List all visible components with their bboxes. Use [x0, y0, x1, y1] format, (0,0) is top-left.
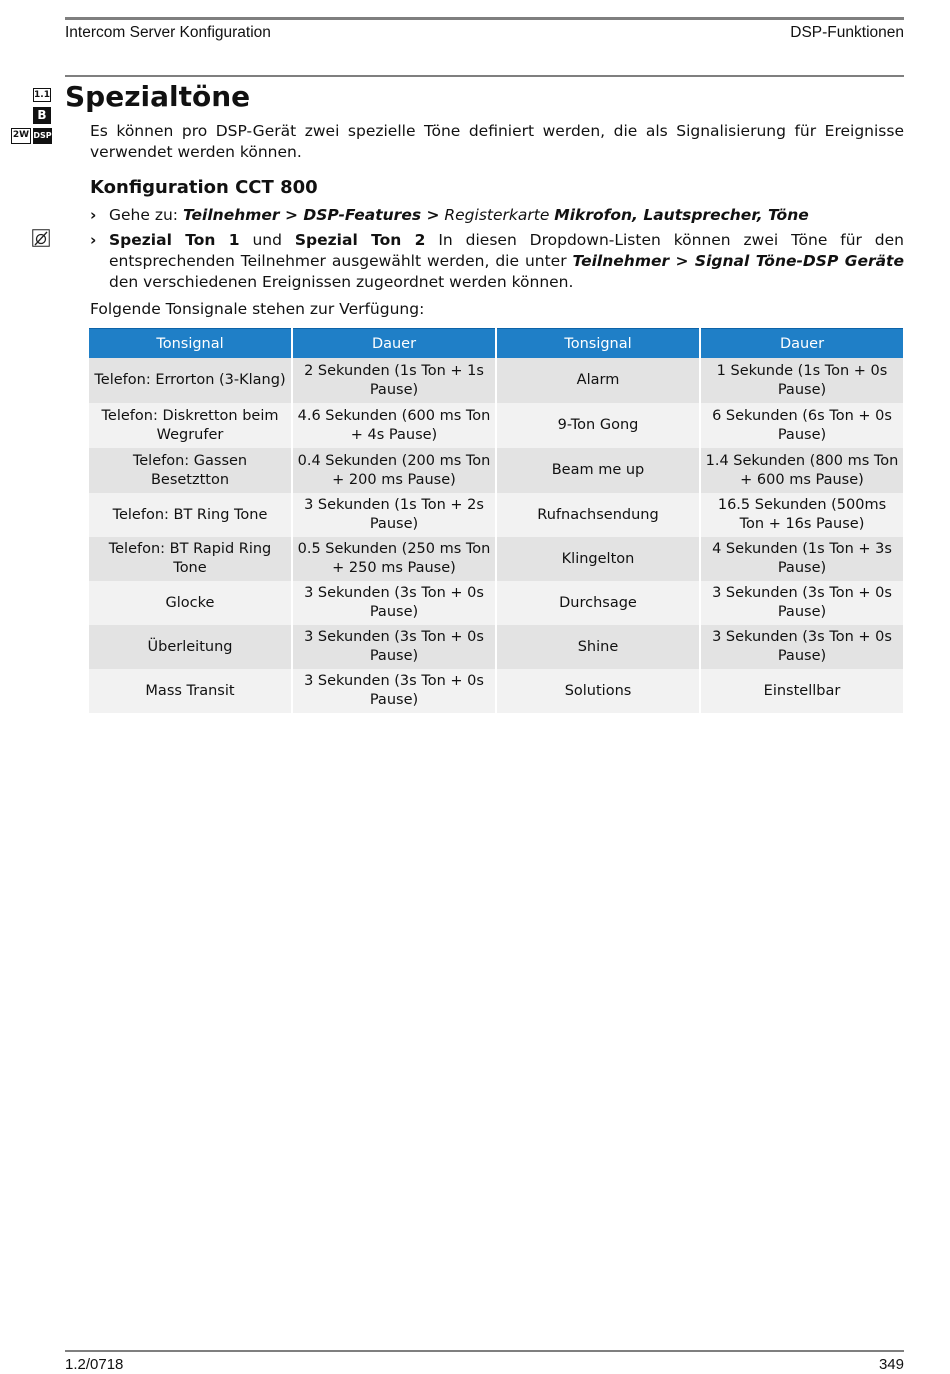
table-row: [89, 625, 903, 669]
table-cell: Mass Transit: [89, 669, 291, 713]
mode-badge: 2W: [11, 128, 31, 144]
table-row: [89, 403, 903, 448]
instruction-step-1: › Gehe zu: Teilnehmer > DSP-Features > Registerkarte Mikrofon, Lautsprecher, Töne: [90, 206, 809, 224]
table-row: [89, 581, 903, 625]
table-cell: Klingelton: [497, 537, 699, 581]
column-header: Dauer: [293, 328, 495, 358]
table-cell: 16.5 Sekunden (500ms Ton + 16s Pause): [701, 493, 903, 537]
intro-paragraph: Es können pro DSP-Gerät zwei spezielle Töne definiert werden, die als Signalisierung für Ereignisse verwendet werden können.: [90, 122, 904, 161]
column-header: Dauer: [701, 328, 903, 358]
column-header: Tonsignal: [497, 328, 699, 358]
header-left: Intercom Server Konfiguration: [65, 24, 271, 41]
table-cell: 9-Ton Gong: [497, 403, 699, 448]
table-header-row: [89, 328, 903, 358]
table-cell: 6 Sekunden (6s Ton + 0s Pause): [701, 403, 903, 448]
table-cell: 3 Sekunden (3s Ton + 0s Pause): [293, 669, 495, 713]
instruction-step-2: › Spezial Ton 1 und Spezial Ton 2 In diesen Dropdown-Listen können zwei Töne für den entsprechenden Teilnehmer ausgewählt werden, die unter Teilnehmer > Signal Töne-DSP Geräte den verschiedenen Ereignissen zugeordnet werden können.: [90, 231, 905, 291]
footer-version: 1.2/0718: [65, 1356, 124, 1373]
menu-path: Teilnehmer > DSP-Features >: [182, 206, 440, 224]
page-title: Spezialtöne: [65, 80, 251, 113]
table-row: [89, 669, 903, 713]
table-cell: Einstellbar: [701, 669, 903, 713]
version-badge: 1.1: [34, 90, 50, 100]
table-cell: Überleitung: [89, 625, 291, 669]
table-cell: 1.4 Sekunden (800 ms Ton + 600 ms Pause): [701, 448, 903, 493]
table-cell: Shine: [497, 625, 699, 669]
section-heading: Konfiguration CCT 800: [90, 177, 318, 198]
tab-name: Mikrofon, Lautsprecher, Töne: [554, 206, 809, 224]
column-header: Tonsignal: [89, 328, 291, 358]
table-cell: Telefon: BT Rapid Ring Tone: [89, 537, 291, 581]
table-cell: Alarm: [497, 358, 699, 403]
table-cell: Telefon: BT Ring Tone: [89, 493, 291, 537]
table-row: [89, 493, 903, 537]
table-row: [89, 537, 903, 581]
table-cell: 4.6 Sekunden (600 ms Ton + 4s Pause): [293, 403, 495, 448]
header-rule-bottom: [65, 75, 904, 77]
table-cell: 0.4 Sekunden (200 ms Ton + 200 ms Pause): [293, 448, 495, 493]
table-cell: 0.5 Sekunden (250 ms Ton + 250 ms Pause): [293, 537, 495, 581]
table-cell: 3 Sekunden (3s Ton + 0s Pause): [701, 581, 903, 625]
table-cell: 3 Sekunden (1s Ton + 2s Pause): [293, 493, 495, 537]
table-cell: Telefon: Gassen Besetztton: [89, 448, 291, 493]
header-right: DSP-Funktionen: [790, 24, 904, 41]
footer-rule: [65, 1350, 904, 1352]
level-badge: B: [33, 107, 51, 124]
table-cell: Solutions: [497, 669, 699, 713]
tone-table: [87, 328, 905, 713]
dsp-badge: DSP: [33, 128, 52, 144]
table-cell: 4 Sekunden (1s Ton + 3s Pause): [701, 537, 903, 581]
table-cell: Beam me up: [497, 448, 699, 493]
table-cell: Glocke: [89, 581, 291, 625]
table-cell: Durchsage: [497, 581, 699, 625]
not-applicable-icon: [32, 229, 50, 247]
table-intro: Folgende Tonsignale stehen zur Verfügung:: [90, 300, 425, 318]
table-cell: 1 Sekunde (1s Ton + 0s Pause): [701, 358, 903, 403]
table-row: [89, 448, 903, 493]
header-rule-top: [65, 17, 904, 20]
table-cell: 2 Sekunden (1s Ton + 1s Pause): [293, 358, 495, 403]
table-row: [89, 358, 903, 403]
table-cell: Telefon: Diskretton beim Wegrufer: [89, 403, 291, 448]
chevron-right-icon: ›: [90, 206, 97, 224]
table-cell: Rufnachsendung: [497, 493, 699, 537]
table-cell: 3 Sekunden (3s Ton + 0s Pause): [701, 625, 903, 669]
table-cell: Telefon: Errorton (3-Klang): [89, 358, 291, 403]
chevron-right-icon: ›: [90, 231, 97, 249]
table-cell: 3 Sekunden (3s Ton + 0s Pause): [293, 581, 495, 625]
page-number: 349: [878, 1356, 904, 1373]
table-cell: 3 Sekunden (3s Ton + 0s Pause): [293, 625, 495, 669]
menu-path: Teilnehmer > Signal Töne-DSP Geräte: [572, 252, 904, 270]
